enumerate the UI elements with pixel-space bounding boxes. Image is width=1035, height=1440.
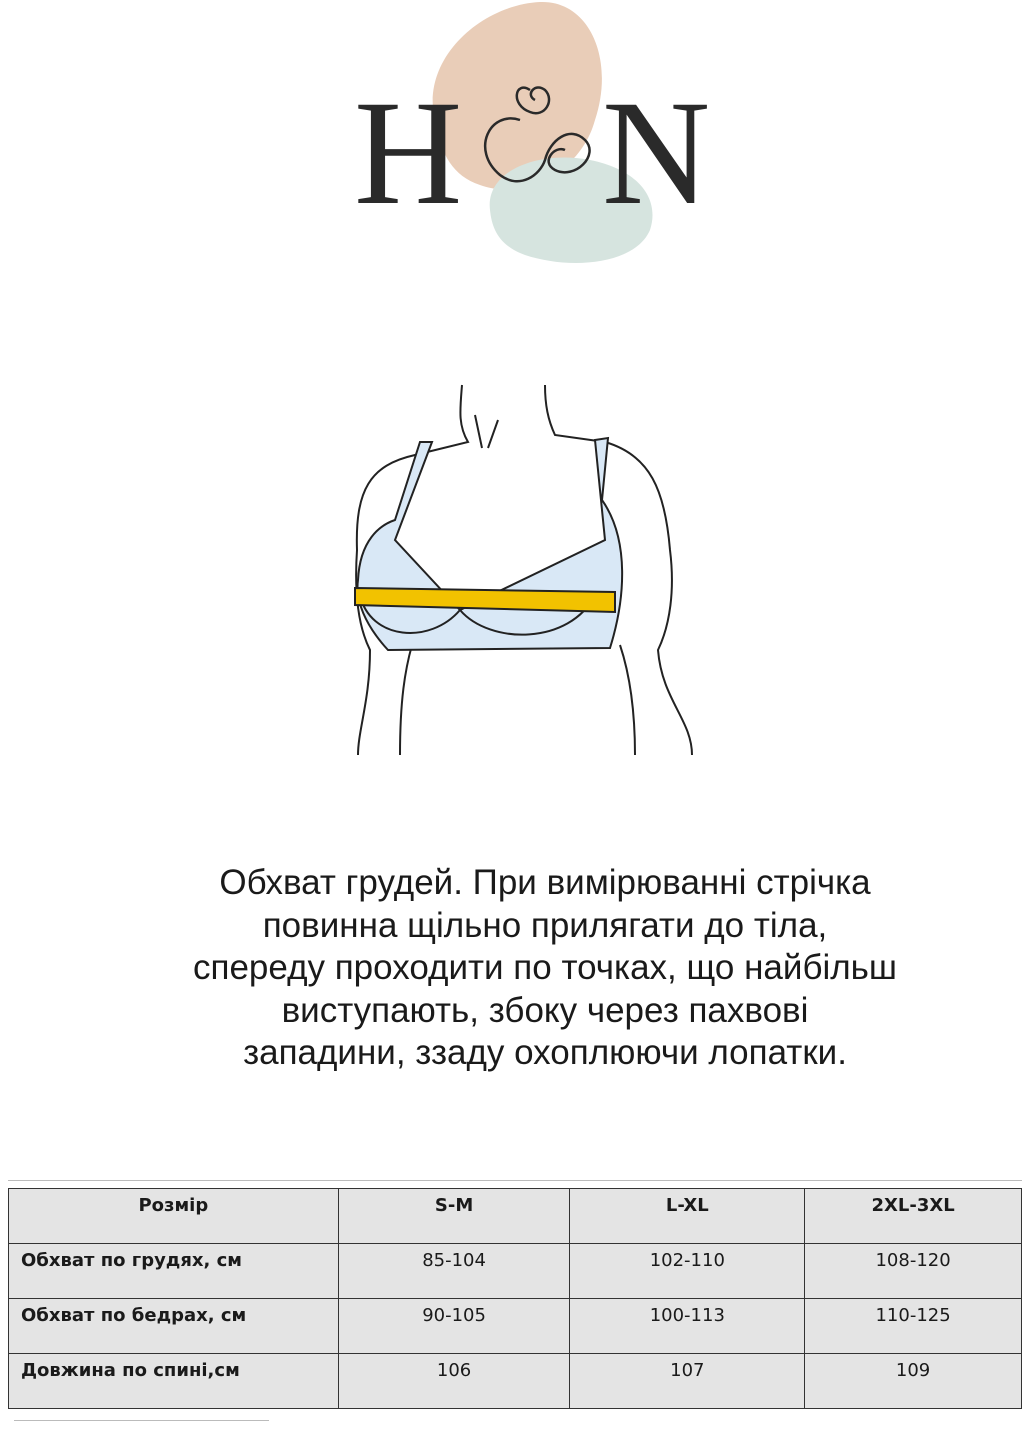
table-row-label: Обхват по бедрах, см <box>9 1299 339 1354</box>
table-cell: 107 <box>570 1354 805 1409</box>
table-header-row <box>9 1189 1022 1244</box>
instruction-line: западини, ззаду охоплюючи лопатки. <box>243 1033 847 1072</box>
table-header-cell: L-XL <box>570 1189 805 1244</box>
instruction-line: спереду проходити по точках, що найбільш <box>193 948 897 987</box>
instruction-line: Обхват грудей. При вимірюванні стрічка <box>219 863 871 902</box>
table-header-cell: S-M <box>338 1189 570 1244</box>
right-arm-line <box>620 645 635 755</box>
table-cell: 110-125 <box>805 1299 1022 1354</box>
table-row <box>9 1244 1022 1299</box>
table-row-label: Обхват по грудях, см <box>9 1244 339 1299</box>
bra-body <box>357 438 622 650</box>
grid-divider <box>14 1420 269 1421</box>
left-arm-line <box>400 645 412 755</box>
table-cell: 102-110 <box>570 1244 805 1299</box>
bust-measurement-drawing <box>340 380 710 760</box>
measurement-instruction <box>140 862 950 1075</box>
instruction-line: виступають, збоку через пахвові <box>281 990 809 1030</box>
instruction-line: повинна щільно прилягати до тіла, <box>262 905 828 945</box>
neck-line <box>475 415 498 448</box>
table-row <box>9 1354 1022 1409</box>
table-cell: 109 <box>805 1354 1022 1409</box>
table-row-label: Довжина по спині,см <box>9 1354 339 1409</box>
table-cell: 106 <box>338 1354 570 1409</box>
table-cell: 85-104 <box>338 1244 570 1299</box>
table-header-cell: Розмір <box>9 1189 339 1244</box>
measurement-illustration <box>340 380 710 760</box>
size-chart-table <box>8 1188 1022 1409</box>
table-cell: 100-113 <box>570 1299 805 1354</box>
logo-letter-n: N <box>602 70 711 236</box>
table-header-cell: 2XL-3XL <box>805 1189 1022 1244</box>
table-cell: 90-105 <box>338 1299 570 1354</box>
table-cell: 108-120 <box>805 1244 1022 1299</box>
logo-letter-h: H <box>354 70 463 236</box>
brand-logo <box>340 0 720 270</box>
grid-divider <box>8 1180 1022 1181</box>
table-row <box>9 1299 1022 1354</box>
